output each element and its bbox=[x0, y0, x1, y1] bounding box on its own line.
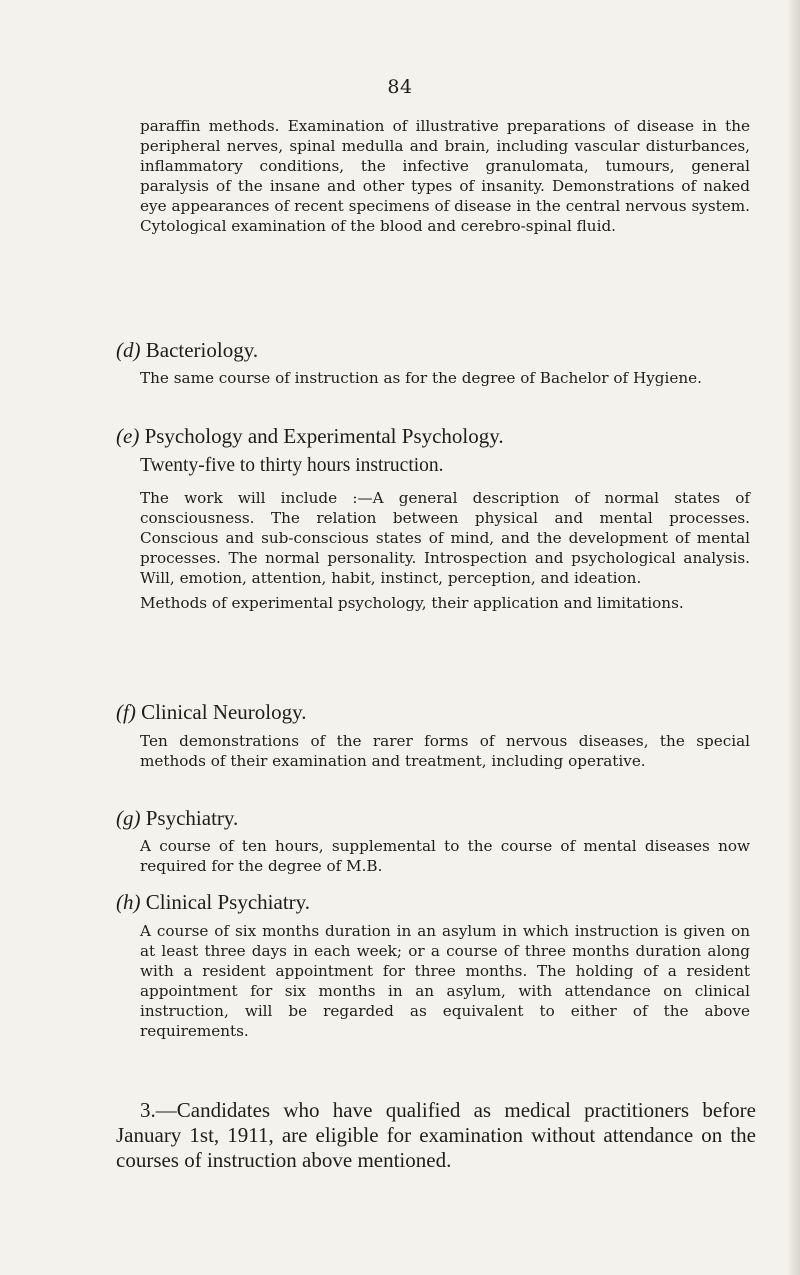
section-e-title: Psychology and Experimental Psychology. bbox=[144, 424, 504, 448]
section-g-body: A course of ten hours, supplemental to the course of mental diseases now required for the degree of M.B. bbox=[140, 837, 750, 875]
section-g-body-block bbox=[140, 836, 750, 876]
section-h-heading bbox=[116, 890, 756, 914]
section-d-heading bbox=[116, 338, 756, 362]
section-e-subtitle: Twenty-five to thirty hours instruction. bbox=[140, 455, 444, 476]
section-f-heading bbox=[116, 700, 756, 724]
section-f-body: Ten demonstrations of the rarer forms of nervous diseases, the special methods of their examination and treatment, including operative. bbox=[140, 732, 750, 770]
section-e-body: The work will include :—A general description of normal states of consciousness. The relation between physical and mental processes. Conscious and sub-conscious states of mind, and the development of mental processes. The normal personality. Introspection and psychological analysis. Will, emotion, attention, habit, instinct, perception, and ideation. bbox=[140, 489, 750, 587]
section-g-title: Psychiatry. bbox=[145, 806, 239, 830]
section-h-letter: (h) bbox=[116, 890, 141, 914]
section-d-body-block bbox=[140, 368, 750, 388]
page-edge-shadow bbox=[786, 0, 800, 1275]
section-e-body-block bbox=[140, 488, 750, 613]
section-d-title: Bacteriology. bbox=[145, 338, 259, 362]
section-e-heading bbox=[116, 424, 756, 448]
section-f-body-block bbox=[140, 731, 750, 771]
section-f-letter: (f) bbox=[116, 700, 136, 724]
section-h-body-block bbox=[140, 921, 750, 1041]
final-paragraph: 3.—Candidates who have qualified as medical practitioners before January 1st, 1911, are eligible for examination without attendance on the courses of instruction above mentioned. bbox=[116, 1098, 756, 1172]
section-d-letter: (d) bbox=[116, 338, 141, 362]
section-g-letter: (g) bbox=[116, 806, 141, 830]
section-d-body: The same course of instruction as for the degree of Bachelor of Hygiene. bbox=[140, 369, 702, 387]
section-e-body-2: Methods of experimental psychology, their application and limitations. bbox=[140, 594, 684, 612]
intro-paragraph: paraffin methods. Examination of illustrative preparations of disease in the peripheral nerves, spinal medulla and brain, including vascular disturbances, inflammatory conditions, the infective granulomata, tumours, general paralysis of the insane and other types of insanity. Demonstrations of naked eye appearances of recent specimens of disease in the central nervous system. Cytological examination of the blood and cerebro-spinal fluid. bbox=[140, 117, 750, 235]
page-number: 84 bbox=[387, 76, 413, 98]
section-g-heading bbox=[116, 806, 756, 830]
section-e-letter: (e) bbox=[116, 424, 140, 448]
section-h-title: Clinical Psychiatry. bbox=[145, 890, 311, 914]
section-h-body: A course of six months duration in an asylum in which instruction is given on at least three days in each week; or a course of three months duration along with a resident appointment for three months. The holding of a resident appointment for six months in an asylum, with attendance on clinical instruction, will be regarded as equivalent to either of the above requirements. bbox=[140, 922, 750, 1040]
section-f-title: Clinical Neurology. bbox=[141, 700, 307, 724]
intro-paragraph-block bbox=[140, 116, 750, 236]
